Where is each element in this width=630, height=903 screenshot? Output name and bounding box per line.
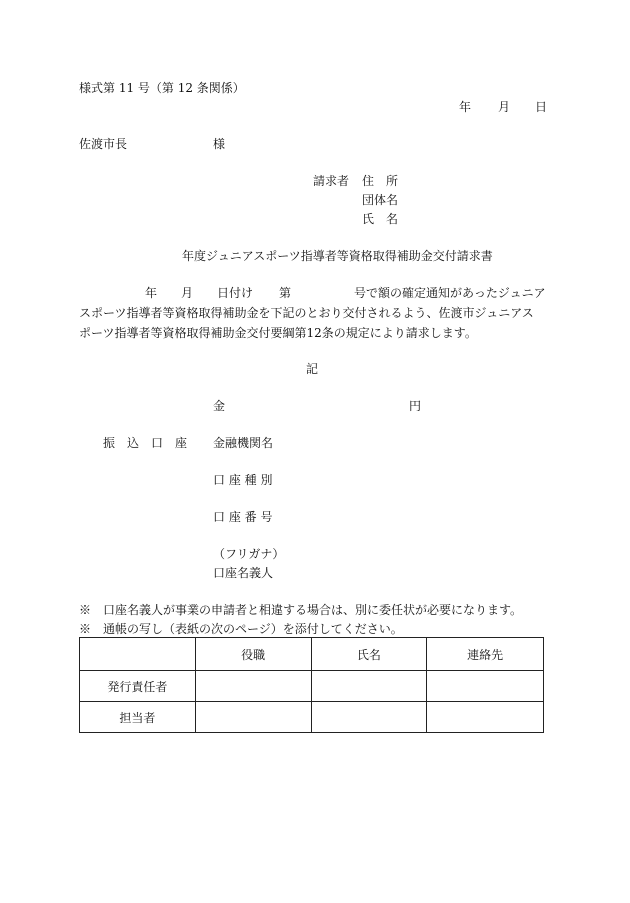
body-line2: スポーツ指導者等資格取得補助金を下記のとおり交付されるよう、佐渡市ジュニアス (79, 306, 534, 320)
row-label-issuer: 発行責任者 (80, 671, 196, 702)
body-year: 年 (145, 286, 158, 300)
requester-address-label: 住 所 (362, 174, 399, 188)
contact-table-header-cell (80, 638, 196, 671)
account-number-label: 口 座 番 号 (213, 510, 273, 524)
body-month: 月 (181, 286, 194, 300)
requester-name-label: 氏 名 (362, 212, 399, 226)
account-holder-label: 口座名義人 (213, 566, 274, 580)
body-line3: ポーツ指導者等資格取得補助金交付要綱第12条の規定により請求します。 (79, 326, 477, 340)
body-dated: 日付け (217, 286, 254, 300)
contact-table (79, 637, 544, 733)
row-label-person-in-charge: 担当者 (80, 702, 196, 733)
person-position-cell[interactable] (195, 702, 311, 733)
contact-table-header-row (80, 638, 544, 671)
issuer-contact-cell[interactable] (427, 671, 544, 702)
issuer-position-cell[interactable] (195, 671, 311, 702)
table-row (80, 702, 544, 733)
ki-marker: 記 (306, 362, 319, 376)
form-number: 様式第 11 号（第 12 条関係） (79, 81, 245, 95)
document-title: 年度ジュニアスポーツ指導者等資格取得補助金交付請求書 (182, 249, 493, 263)
requester-group-label: 団体名 (362, 193, 399, 207)
contact-table-header-name: 氏名 (311, 638, 427, 671)
date-year-label: 年 (459, 100, 472, 114)
date-day-label: 日 (535, 100, 548, 114)
date-month-label: 月 (498, 100, 511, 114)
furigana-label: （フリガナ） (213, 547, 285, 561)
bank-section-label: 振 込 口 座 (103, 436, 188, 450)
bank-institution-label: 金融機関名 (213, 436, 274, 450)
contact-table-header-contact: 連絡先 (427, 638, 544, 671)
issuer-name-cell[interactable] (311, 671, 427, 702)
table-row (80, 671, 544, 702)
amount-label: 金 (213, 399, 226, 413)
note-2: ※ 通帳の写し（表紙の次のページ）を添付してください。 (79, 622, 403, 636)
account-type-label: 口 座 種 別 (213, 473, 273, 487)
body-line1-rest: 号で額の確定通知があったジュニア (354, 286, 546, 300)
addressee-honorific: 様 (213, 137, 226, 151)
body-number-prefix: 第 (279, 286, 292, 300)
person-name-cell[interactable] (311, 702, 427, 733)
addressee-name: 佐渡市長 (79, 137, 128, 151)
amount-unit: 円 (409, 399, 422, 413)
requester-label: 請求者 (313, 174, 350, 188)
note-1: ※ 口座名義人が事業の申請者と相違する場合は、別に委任状が必要になります。 (79, 603, 523, 617)
person-contact-cell[interactable] (427, 702, 544, 733)
contact-table-header-position: 役職 (195, 638, 311, 671)
